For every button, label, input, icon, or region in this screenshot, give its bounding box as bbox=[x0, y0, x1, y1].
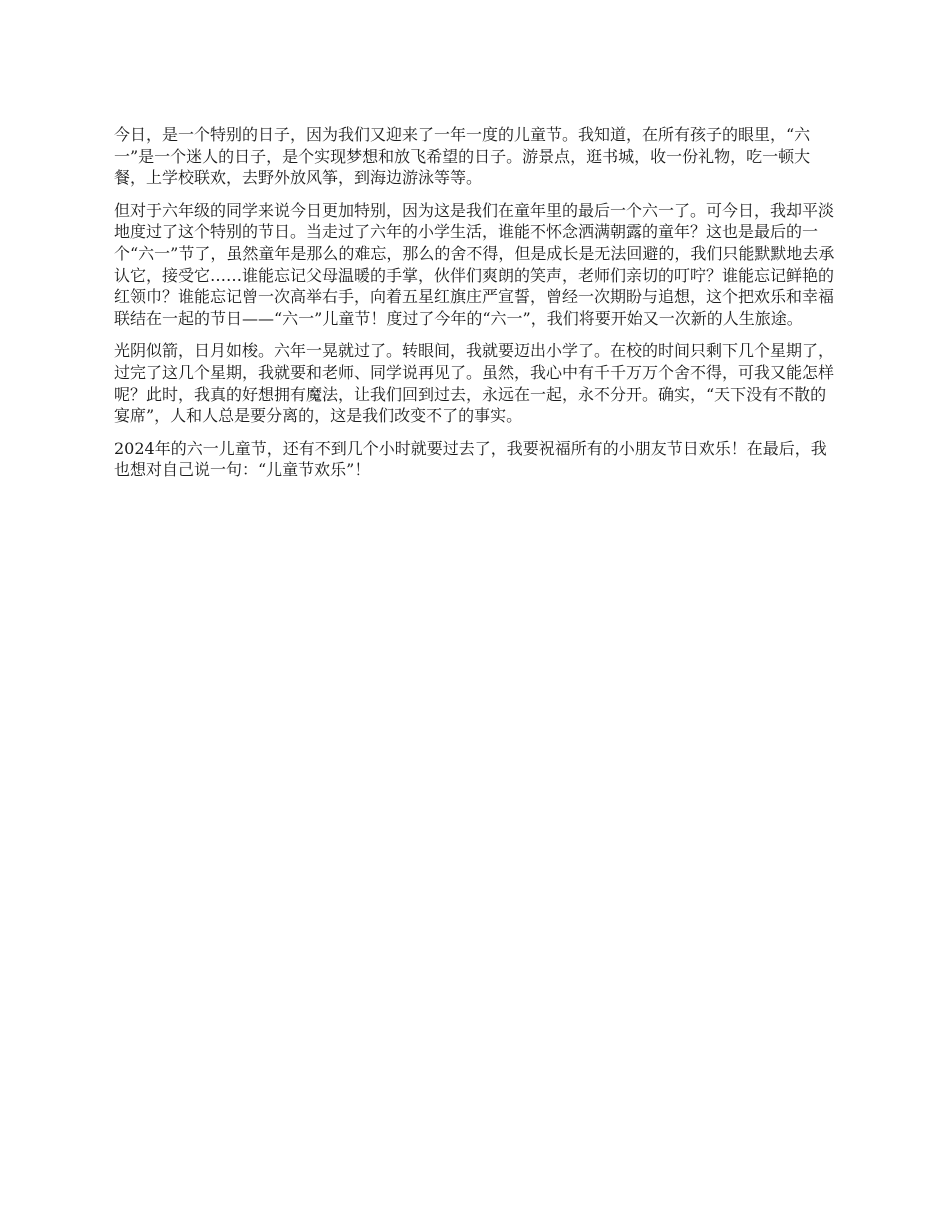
paragraph-3: 光阴似箭，日月如梭。六年一晃就过了。转眼间，我就要迈出小学了。在校的时间只剩下几个星期了，过完了这几个星期，我就要和老师、同学说再见了。虽然，我心中有千千万万个舍不得，可我又能怎样呢？此时，我真的好想拥有魔法，让我们回到过去，永远在一起，永不分开。确实，“天下没有不散的宴席”，人和人总是要分离的，这是我们改变不了的事实。 bbox=[114, 341, 835, 426]
paragraph-1: 今日，是一个特别的日子，因为我们又迎来了一年一度的儿童节。我知道，在所有孩子的眼里，“六一”是一个迷人的日子，是个实现梦想和放飞希望的日子。游景点，逛书城，收一份礼物，吃一顿大餐，上学校联欢，去野外放风筝，到海边游泳等等。 bbox=[114, 125, 811, 188]
paragraph-2: 但对于六年级的同学来说今日更加特别，因为这是我们在童年里的最后一个六一了。可今日，我却平淡地度过了这个特别的节日。当走过了六年的小学生活，谁能不怀念洒满朝露的童年？这也是最后的一个“六一”节了，虽然童年是那么的难忘，那么的舍不得，但是成长是无法回避的，我们只能默默地去承认它，接受它……谁能忘记父母温暖的手掌，伙伴们爽朗的笑声，老师们亲切的叮咛？谁能忘记鲜艳的红领巾？谁能忘记曾一次高举右手，向着五星红旗庄严宣誓，曾经一次期盼与追想，这个把欢乐和幸福联结在一起的节日——“六一”儿童节！度过了今年的“六一”，我们将要开始又一次新的人生旅途。 bbox=[114, 200, 835, 328]
paragraph-4: 2024年的六一儿童节，还有不到几个小时就要过去了，我要祝福所有的小朋友节日欢乐！在最后，我也想对自己说一句：“儿童节欢乐”！ bbox=[114, 438, 827, 480]
document-page bbox=[114, 124, 840, 492]
